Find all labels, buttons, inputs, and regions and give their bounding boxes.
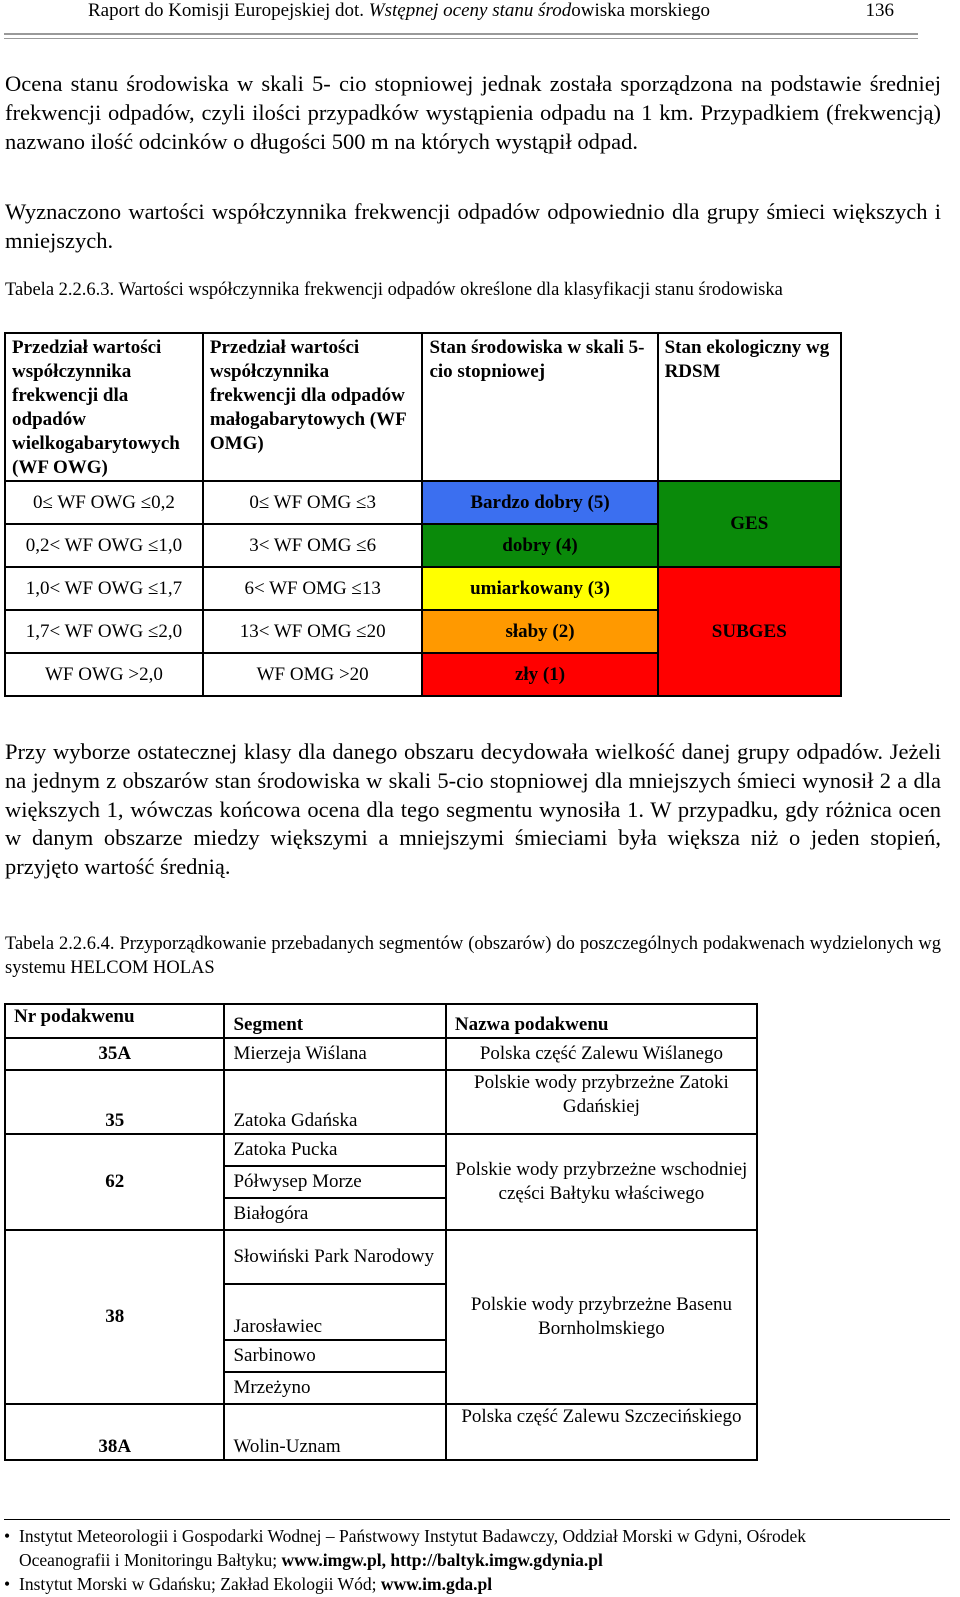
segment-name: Białogóra: [224, 1198, 445, 1230]
footer-links[interactable]: www.imgw.pl, http://baltyk.imgw.gdynia.pl: [281, 1550, 603, 1570]
segment-name: Mierzeja Wiślana: [224, 1038, 445, 1070]
header-name: Nazwa podakwenu: [446, 1004, 757, 1038]
header-title: Raport do Komisji Europejskiej dot. Wstępnej oceny stanu środowiska morskiego: [88, 0, 711, 21]
page-number: 136: [865, 0, 894, 21]
state-cell: umiarkowany (3): [422, 567, 657, 610]
state-cell: słaby (2): [422, 610, 657, 653]
subbasin-name: Polskie wody przybrzeżne Basenu Bornholmskiego: [446, 1230, 757, 1404]
subbasin-number: 38A: [5, 1404, 224, 1460]
segment-name: Zatoka Pucka: [224, 1134, 445, 1166]
subbasin-number: 38: [5, 1230, 224, 1404]
bullet-icon: •: [4, 1526, 11, 1546]
omg-range: 6< WF OMG ≤13: [203, 567, 423, 610]
footer-line-2: Oceanografii i Monitoringu Bałtyku; www.imgw.pl, http://baltyk.imgw.gdynia.pl: [19, 1550, 603, 1570]
subbasin-number: 62: [5, 1134, 224, 1230]
omg-range: 3< WF OMG ≤6: [203, 524, 423, 567]
segment-name: Półwysep Morze: [224, 1166, 445, 1198]
owg-range: 1,7< WF OWG ≤2,0: [5, 610, 203, 653]
paragraph-3: Przy wyborze ostatecznej klasy dla danego obszaru decydowała wielkość danej grupy odpadów. Jeżeli na jednym z obszarów stan środowiska w skali 5-cio stopniowej dla mniejszych śmieci wynosił 2 a dla większych 1, wówczas końcowa ocena dla tego segmentu wynosiła 1. W przypadku, gdy różnica ocen w danym obszarze miedzy większymi a mniejszymi śmieciami była większa niż o jeden stopień, przyjęto wartość średnią.: [5, 739, 941, 880]
footer-link-im[interactable]: www.im.gda.pl: [380, 1574, 493, 1594]
state-cell: dobry (4): [422, 524, 657, 567]
page-header: [88, 0, 918, 28]
subbasin-number: 35A: [5, 1038, 224, 1070]
owg-range: WF OWG >2,0: [5, 653, 203, 696]
table-row: [5, 1038, 757, 1070]
waste-frequency-table: [4, 332, 842, 697]
header-segment: Segment: [224, 1004, 445, 1038]
table1-header-row: [5, 333, 841, 481]
table2-caption: Tabela 2.2.6.4. Przyporządkowanie przebadanych segmentów (obszarów) do poszczególnych podakwenach wydzielonych wg systemu HELCOM HOLAS: [5, 934, 941, 978]
table-row: [5, 481, 841, 524]
header-eco: Stan ekologiczny wg RDSM: [658, 333, 841, 481]
header-nr: Nr podakwenu: [5, 1004, 224, 1038]
segment-name: Mrzeżyno: [224, 1372, 445, 1404]
table2-header-row: [5, 1004, 757, 1038]
subbasin-name: Polskie wody przybrzeżne wschodniej części Bałtyku właściwego: [446, 1134, 757, 1230]
paragraph-2: Wyznaczono wartości współczynnika frekwencji odpadów odpowiednio dla grupy śmieci większych i mniejszych.: [5, 199, 941, 253]
paragraph-1: Ocena stanu środowiska w skali 5- cio stopniowej jednak została sporządzona na podstawie średniej frekwencji odpadów, czyli ilości przypadków wystąpienia odpadu na 1 km. Przypadkiem (frekwencją) nazwano ilość odcinków o długości 500 m na których wystąpił odpad.: [5, 71, 941, 154]
header-owg: Przedział wartości współczynnika frekwencji dla odpadów wielkogabarytowych (WF OWG): [5, 333, 203, 481]
subbasin-number: 35: [5, 1070, 224, 1134]
owg-range: 0,2< WF OWG ≤1,0: [5, 524, 203, 567]
table-row: [5, 1134, 757, 1166]
state-cell: zły (1): [422, 653, 657, 696]
header-omg: Przedział wartości współczynnika frekwencji dla odpadów małogabarytowych (WF OMG): [203, 333, 423, 481]
bullet-icon: •: [4, 1574, 11, 1594]
footer-line-3: • Instytut Morski w Gdańsku; Zakład Ekologii Wód; www.im.gda.pl: [4, 1574, 493, 1594]
header-divider: [4, 33, 918, 35]
subbasin-name: Polska część Zalewu Szczecińskiego: [446, 1404, 757, 1460]
header-state: Stan środowiska w skali 5-cio stopniowej: [422, 333, 657, 481]
segments-table: [4, 1003, 758, 1461]
footer: [4, 1524, 954, 1596]
subbasin-name: Polska część Zalewu Wiślanego: [446, 1038, 757, 1070]
subbasin-name: Polskie wody przybrzeżne Zatoki Gdańskiej: [446, 1070, 757, 1134]
footer-divider: [4, 1519, 950, 1520]
segment-name: Sarbinowo: [224, 1340, 445, 1372]
omg-range: 0≤ WF OMG ≤3: [203, 481, 423, 524]
segment-name: Jarosławiec: [224, 1284, 445, 1340]
owg-range: 1,0< WF OWG ≤1,7: [5, 567, 203, 610]
footer-line-1: • Instytut Meteorologii i Gospodarki Wodnej – Państwowy Instytut Badawczy, Oddział Morski w Gdyni, Ośrodek: [4, 1526, 806, 1546]
table-row: [5, 1230, 757, 1284]
table-row: [5, 1070, 757, 1134]
eco-status-ges: GES: [658, 481, 841, 567]
omg-range: WF OMG >20: [203, 653, 423, 696]
omg-range: 13< WF OMG ≤20: [203, 610, 423, 653]
table1-caption: Tabela 2.2.6.3. Wartości współczynnika frekwencji odpadów określone dla klasyfikacji stanu środowiska: [5, 280, 783, 300]
table-row: [5, 567, 841, 610]
owg-range: 0≤ WF OWG ≤0,2: [5, 481, 203, 524]
header-divider-thin: [4, 38, 918, 39]
segment-name: Wolin-Uznam: [224, 1404, 445, 1460]
segment-name: Słowiński Park Narodowy: [224, 1230, 445, 1284]
segment-name: Zatoka Gdańska: [224, 1070, 445, 1134]
eco-status-subges: SUBGES: [658, 567, 841, 696]
table-row: [5, 1404, 757, 1460]
state-cell: Bardzo dobry (5): [422, 481, 657, 524]
